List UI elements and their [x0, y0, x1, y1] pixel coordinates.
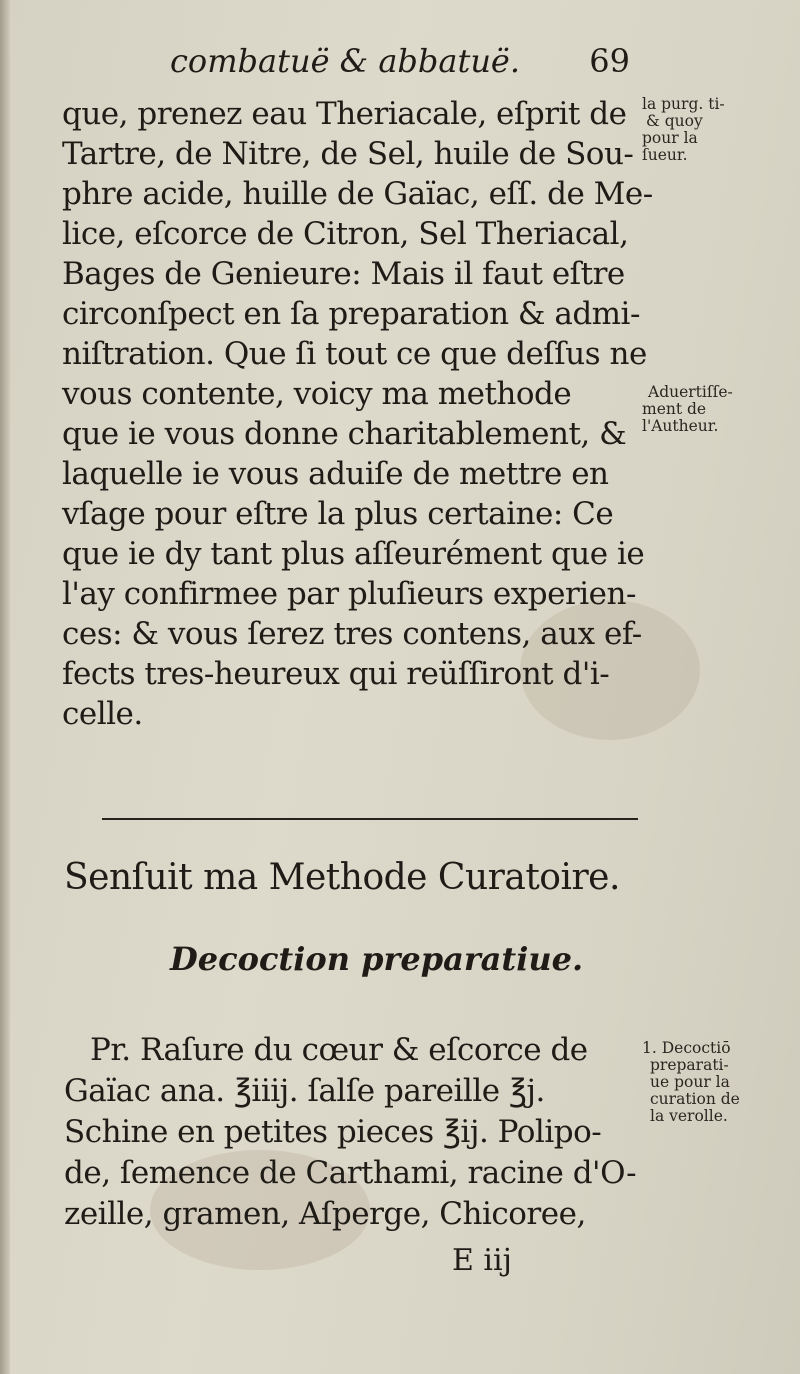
- text-line: que ie vous donne charitablement, &: [62, 416, 627, 452]
- text-line: fects tres-heureux qui reüſſiront d'i-: [62, 656, 610, 692]
- text-line: celle.: [62, 696, 143, 732]
- text-line: vous contente, voicy ma methode: [62, 376, 572, 412]
- text-line: lice, eſcorce de Citron, Sel Theriacal,: [62, 216, 629, 252]
- text-line: Gaïac ana. ℥iiij. ſalſe pareille ℥j.: [64, 1073, 545, 1109]
- text-line: laquelle ie vous aduiſe de mettre en: [62, 456, 609, 492]
- subheading: Decoction preparatiue.: [170, 940, 584, 978]
- marginal-line: ue pour la: [650, 1073, 730, 1091]
- text-line: ces: & vous ſerez tres contens, aux ef-: [62, 616, 642, 652]
- text-line: de, ſemence de Carthami, racine d'O-: [64, 1155, 637, 1191]
- page-gutter-edge: [0, 0, 10, 1374]
- marginal-note-advertissement: [642, 384, 792, 435]
- marginal-line: la verolle.: [650, 1107, 728, 1125]
- marginal-line: la purg. ti-: [642, 95, 725, 113]
- text-line: zeille, gramen, Aſperge, Chicoree,: [64, 1196, 586, 1232]
- marginal-line: ſueur.: [642, 146, 688, 164]
- marginal-line: Aduertiſſe-: [648, 383, 733, 401]
- marginal-line: preparati-: [650, 1056, 729, 1074]
- recipe-paragraph: [64, 1030, 642, 1235]
- text-line: vſage pour eſtre la plus certaine: Ce: [62, 496, 614, 532]
- text-line: Pr. Raſure du cœur & eſcorce de: [90, 1032, 588, 1068]
- marginal-line: pour la: [642, 129, 698, 147]
- marginal-line: 1. Decoctiō: [642, 1039, 731, 1057]
- text-line: niſtration. Que ſi tout ce que deſſus ne: [62, 336, 647, 372]
- section-heading: Senſuit ma Methode Curatoire.: [64, 857, 620, 898]
- running-head-title: combatuë & abbatuë.: [170, 42, 521, 80]
- text-line: circonſpect en ſa preparation & admi-: [62, 296, 640, 332]
- text-line: que, prenez eau Theriacale, eſprit de: [62, 96, 627, 132]
- text-line: phre acide, huille de Gaïac, eſſ. de Me-: [62, 176, 653, 212]
- page-number: 69: [589, 42, 630, 80]
- text-line: Tartre, de Nitre, de Sel, huile de Sou-: [62, 136, 634, 172]
- marginal-line: & quoy: [646, 112, 703, 130]
- text-line: Bages de Genieure: Mais il faut eſtre: [62, 256, 625, 292]
- marginal-note-decoction: [642, 1040, 792, 1125]
- marginal-line: l'Autheur.: [642, 417, 719, 435]
- text-line: que ie dy tant plus aſſeurément que ie: [62, 536, 645, 572]
- main-paragraph: [62, 94, 653, 734]
- signature-mark: E iij: [452, 1243, 512, 1278]
- horizontal-rule: [102, 818, 638, 820]
- marginal-line: curation de: [650, 1090, 740, 1108]
- text-line: Schine en petites pieces ℥ij. Polipo-: [64, 1114, 602, 1150]
- marginal-note-purge: [642, 96, 792, 164]
- marginal-line: ment de: [642, 400, 707, 418]
- text-line: l'ay confirmee par pluſieurs experien-: [62, 576, 636, 612]
